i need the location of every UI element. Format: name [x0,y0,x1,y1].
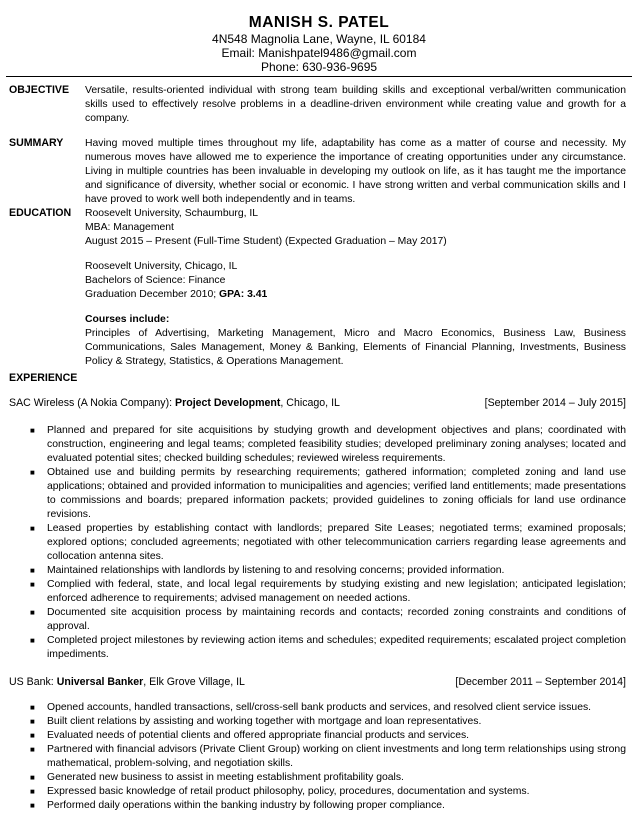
courses-title: Courses include: [85,314,170,325]
email: Email: Manishpatel9486@gmail.com [221,46,417,60]
school-dates: August 2015 – Present (Full-Time Student) (Expected Graduation – May 2017) [85,236,447,247]
candidate-name: MANISH S. PATEL [248,14,390,31]
list-item: ■ Planned and prepared for site acquisitions by studying growth and development objectives and plans; coordinated with construction, engineering and legal teams; completed feasibility studies; developed preliminary zoning analyses; located and evaluated potential sites; checked building schedules; reviewed wireless requirements. [30,425,626,464]
list-item: ■ Obtained use and building permits by researching requirements; gathered information; completed zoning and land use applications; obtained and provided information to municipalities and agencies; verified land entitlements; made presentations to commissions and boards; prepared information packets; provided guidelines to zoning officials for land use ordinance revisions. [30,467,626,520]
bullet-square-icon: ■ [30,717,35,726]
job-bullet-list [30,701,626,813]
list-item: ■ Completed project milestones by reviewing action items and schedules; expedited requirements; escalated project completion impediments. [30,635,626,660]
bullet-square-icon: ■ [30,787,35,796]
bullet-square-icon: ■ [30,801,35,810]
school-degree: MBA: Management [85,222,174,233]
job-title: Project Development [175,397,281,409]
job-dates: [December 2011 – September 2014] [455,676,626,688]
objective-section [9,84,626,126]
section-label-objective: OBJECTIVE [9,84,70,96]
gpa: GPA: 3.41 [219,289,268,300]
bullet-square-icon: ■ [30,703,35,712]
job-title: Universal Banker [56,676,144,688]
bullet-square-icon: ■ [30,773,35,782]
graduation-date: Graduation December 2010; [85,289,217,300]
section-label-summary: SUMMARY [9,137,64,149]
list-item: ■ Expressed basic knowledge of retail product philosophy, policy, procedures, documentation and systems. [30,786,530,797]
phone: Phone: 630-936-9695 [260,60,378,74]
header-divider [6,76,632,77]
list-item: ■ Leased properties by establishing contact with landlords; prepared Site Leases; negotiated terms; examined proposals; explored options; concluded agreements; negotiated with other telecommunication carriers regarding lease agreements and collocation antenna sites. [30,523,626,562]
list-item: ■ Generated new business to assist in meeting establishment profitability goals. [30,772,404,783]
summary-text: Having moved multiple times throughout my life, adaptability has come as a matter of course and necessity. My numerous moves have allowed me to experience the importance of creating opportunities under any circumstance. Living in multiple countries has been invaluable in developing my outlook on life, as it has taught me the importance and significance of diversity, whether social or economic. I have strong written and verbal communication skills and I have proved to work well both independently and in teams. [85,138,626,205]
list-item: ■ Opened accounts, handled transactions, sell/cross-sell bank products and services, and resolved client service issues. [30,702,592,713]
address: 4N548 Magnolia Lane, Wayne, IL 60184 [212,32,426,46]
section-label-education: EDUCATION [9,207,72,219]
bullet-square-icon: ■ [30,426,35,435]
job-bullet-list [30,424,626,662]
summary-section [9,137,626,207]
bullet-square-icon: ■ [30,745,35,754]
bullet-square-icon: ■ [30,566,35,575]
school-name: Roosevelt University, Chicago, IL [85,261,238,272]
education-section [9,207,626,369]
resume-header [0,0,638,74]
job-company: SAC Wireless (A Nokia Company): [9,397,173,409]
list-item: ■ Partnered with financial advisors (Private Client Group) working on client investments and long term relationships using strong mathematical, problem-solving, and negotiation skills. [30,744,626,769]
bullet-square-icon: ■ [30,731,35,740]
courses-list: Principles of Advertising, Marketing Management, Micro and Macro Economics, Business Law, Business Communications, Sales Management, Money & Banking, Elements of Financial Planning, Investments, Business Policy & Strategy, Statistics, & Operations Management. [85,328,626,367]
school-name: Roosevelt University, Schaumburg, IL [85,208,259,219]
bullet-square-icon: ■ [30,468,35,477]
job-company: US Bank: [9,676,54,688]
section-label-experience: EXPERIENCE [9,372,78,384]
list-item: ■ Complied with federal, state, and local legal requirements by studying existing and new legislation; anticipated legislation; enforced adherence to requirements; advised management on needed actions. [30,579,626,604]
list-item: ■ Documented site acquisition process by maintaining records and contacts; recorded zoning constraints and conditions of approval. [30,607,626,632]
job-location: , Elk Grove Village, IL [143,676,245,688]
job-location: , Chicago, IL [280,397,340,409]
job-heading [9,676,626,688]
bullet-square-icon: ■ [30,580,35,589]
school-graduation [85,288,626,302]
bullet-square-icon: ■ [30,524,35,533]
job-dates: [September 2014 – July 2015] [484,397,626,409]
list-item: ■ Performed daily operations within the banking industry by following proper compliance. [30,800,445,811]
list-item: ■ Evaluated needs of potential clients and offered appropriate financial products and services. [30,730,470,741]
objective-text: Versatile, results-oriented individual with strong team building skills and exceptional verbal/written communication skills used to effectively resolve problems in a deadline-driven environment while creating value and growth for a company. [85,85,626,124]
list-item: ■ Built client relations by assisting and working together with mortgage and loan representatives. [30,716,482,727]
school-degree: Bachelors of Science: Finance [85,275,226,286]
bullet-square-icon: ■ [30,636,35,645]
job-heading [9,397,626,409]
list-item: ■ Maintained relationships with landlords by listening to and resolving concerns; provided information. [30,565,505,576]
bullet-square-icon: ■ [30,608,35,617]
